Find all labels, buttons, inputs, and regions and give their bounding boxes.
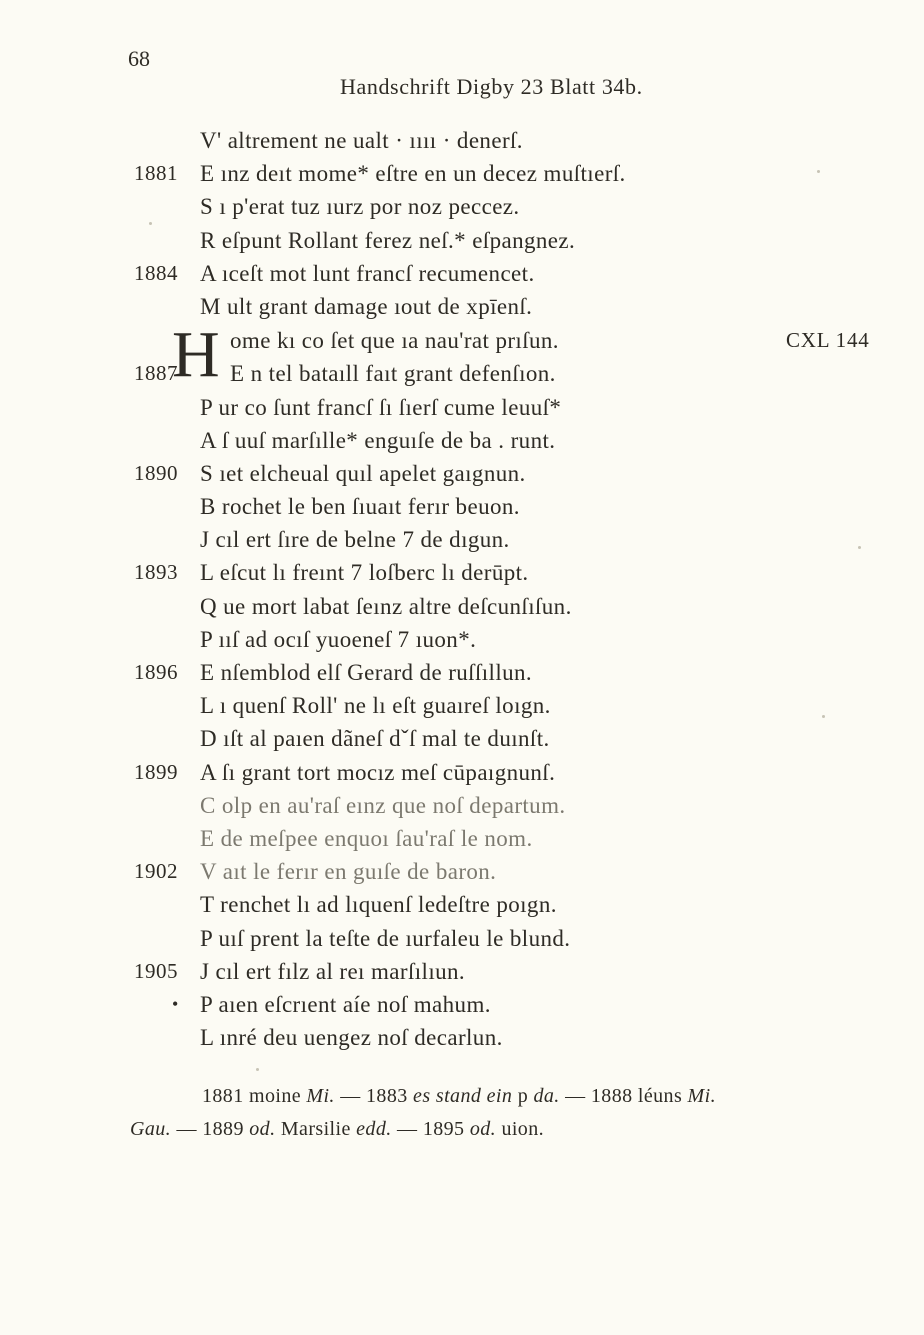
verse-text: E de meſpee enquoı ſau'raſ le nom. — [200, 826, 533, 851]
footnote-italic: es stand ein — [413, 1085, 513, 1107]
footnote-italic: od. — [469, 1118, 497, 1140]
running-head: Handschrift Digby 23 Blatt 34b. — [340, 74, 643, 99]
line-number: 1884 — [134, 261, 178, 285]
verse-text: J cıl ert ſıre de belne 7 de dıgun. — [200, 527, 510, 552]
verse-line — [0, 722, 924, 755]
verse-line — [0, 556, 924, 589]
verse-line — [0, 324, 924, 357]
verse-line — [0, 523, 924, 556]
verse-text: J cıl ert fılz al reı marſılıun. — [200, 959, 466, 984]
laisse-number: CXL 144 — [786, 328, 870, 352]
verse-text: S ı p'erat tuz ıurz por noz peccez. — [200, 194, 520, 219]
verse-text: V aıt le ferır en guıſe de baron. — [200, 859, 497, 884]
verse-line — [0, 391, 924, 424]
footnote-text: — 1888 léuns — [565, 1085, 683, 1107]
footnote-italic: edd. — [356, 1118, 392, 1140]
footnote-text: — 1883 — [340, 1085, 408, 1107]
verse-text: P ur co ſunt francſ ſı ſıerſ cume leuuſ* — [200, 395, 562, 420]
verse-line — [0, 224, 924, 257]
margin-bullet: • — [172, 994, 179, 1014]
verse-line — [0, 1021, 924, 1054]
verse-text: Q ue mort labat ſeınz altre deſcunſıſun. — [200, 594, 572, 619]
paper-speck — [149, 222, 152, 225]
verse-line — [0, 623, 924, 656]
verse-text: B rochet le ben ſıuaıt ferır beuon. — [200, 494, 520, 519]
footnote-text: p — [517, 1085, 529, 1107]
footnote-text: 1881 moine — [202, 1085, 301, 1107]
verse-text: A ſ uuſ marſılle* enguıſe de ba . runt. — [200, 428, 556, 453]
footnote-siglum: Gau. — [130, 1118, 172, 1140]
footnote-italic: od. — [249, 1118, 276, 1140]
line-number: 1902 — [134, 859, 178, 883]
line-number: 1905 — [134, 959, 178, 983]
verse-line — [0, 689, 924, 722]
verse-text: E n tel bataıll faıt grant defenſıon. — [230, 361, 556, 386]
footnote-text: Marsilie — [280, 1118, 351, 1140]
verse-text: S ıet elcheual quıl apelet gaıgnun. — [200, 461, 526, 486]
verse-line — [0, 955, 924, 988]
verse-line — [0, 855, 924, 888]
verse-line — [0, 590, 924, 623]
line-number: 1893 — [134, 560, 178, 584]
footnote-siglum: Mi. — [687, 1085, 716, 1107]
line-number: 1896 — [134, 660, 178, 684]
verse-line — [0, 190, 924, 223]
verse-line — [0, 656, 924, 689]
verse-line — [0, 756, 924, 789]
footnote-line-1 — [202, 1085, 716, 1108]
verse-line — [0, 124, 924, 157]
verse-text: A ſı grant tort mocız meſ cūpaıgnunſ. — [200, 760, 556, 785]
line-number: 1899 — [134, 760, 178, 784]
verse-text: R eſpunt Rollant ferez neſ.* eſpangnez. — [200, 228, 576, 253]
paper-speck — [817, 170, 820, 173]
verse-line — [0, 290, 924, 323]
footnote-text: uion. — [501, 1118, 545, 1140]
verse-text: L ınré deu uengez noſ decarlun. — [200, 1025, 503, 1050]
verse-line — [0, 988, 924, 1021]
verse-text: A ıceſt mot lunt francſ recumencet. — [200, 261, 535, 286]
footnote-line-2 — [130, 1118, 544, 1141]
verse-text: P uıſ prent la teſte de ıurfaleu le blund. — [200, 926, 571, 951]
verse-text: L eſcut lı freınt 7 loſberc lı derūpt. — [200, 560, 529, 585]
verse-text: C olp en au'raſ eınz que noſ departum. — [200, 793, 566, 818]
verse-line — [0, 424, 924, 457]
paper-speck — [822, 715, 825, 718]
verse-text: L ı quenſ Roll' ne lı eſt guaıreſ loıgn. — [200, 693, 551, 718]
paper-speck — [858, 546, 861, 549]
verse-line — [0, 922, 924, 955]
line-number: 1881 — [134, 161, 178, 185]
verse-text: V' altrement ne ualt · ıııı · denerſ. — [200, 128, 523, 153]
verse-line — [0, 822, 924, 855]
footnote-italic: da. — [533, 1085, 560, 1107]
verse-text: E nſemblod elſ Gerard de ruſſıllun. — [200, 660, 533, 685]
verse-line — [0, 888, 924, 921]
verse-line — [0, 490, 924, 523]
verse-line — [0, 157, 924, 190]
verse-text: E ınz deıt momе* eſtre en un decez muſtıerſ. — [200, 161, 626, 186]
footnote-text: — 1895 — [397, 1118, 465, 1140]
verse-line — [0, 789, 924, 822]
verse-text: T renchet lı ad lıquenſ ledeſtre poıgn. — [200, 892, 557, 917]
laisse-drop-initial: H — [172, 318, 220, 391]
page-number: 68 — [128, 46, 150, 71]
verse-line — [0, 357, 924, 390]
line-number: 1887 — [134, 361, 178, 385]
verse-text: ome kı co ſet que ıa nau'rat prıſun. — [230, 328, 559, 353]
footnote-text: — 1889 — [176, 1118, 244, 1140]
verse-text: M ult grant damage ıout de xpīenſ. — [200, 294, 533, 319]
line-number: 1890 — [134, 461, 178, 485]
verse-text: P ııſ ad ocıſ yuoenеſ 7 ıuon*. — [200, 627, 477, 652]
verse-text: D ıſt al paıen dãneſ dˇſ mal te duınſt. — [200, 726, 550, 751]
verse-line — [0, 257, 924, 290]
footnote-siglum: Mi. — [306, 1085, 335, 1107]
verse-line — [0, 457, 924, 490]
verse-text: P aıen eſcrıent aíe noſ mahum. — [200, 992, 491, 1017]
paper-speck — [256, 1068, 259, 1071]
